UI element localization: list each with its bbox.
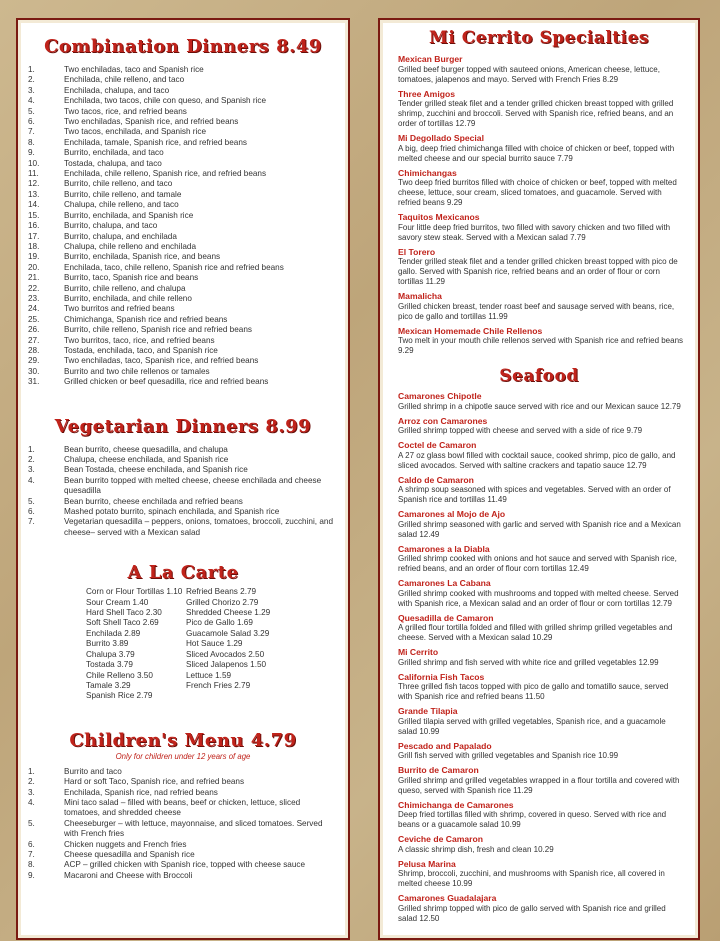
dish-description: A 27 oz glass bowl filled with cocktail sauce, cooked shrimp, pico de gallo, and sliced avocados. Served with saltine crackers and tapatio sauce 12.79 bbox=[398, 450, 676, 470]
item-description: Cheeseburger – with lettuce, mayonnaise, and sliced tomatoes. Served with French fries bbox=[64, 818, 323, 839]
a-la-carte-item: Grilled Chorizo 2.79 bbox=[186, 597, 259, 607]
a-la-carte-item: Sliced Avocados 2.50 bbox=[186, 649, 265, 659]
combination-item bbox=[18, 159, 348, 169]
item-description: Burrito and two chile rellenos or tamales bbox=[64, 366, 210, 376]
dish-description: A shrimp soup seasoned with spices and vegetables. Served with an order of Spanish rice and tortillas 11.49 bbox=[398, 485, 671, 504]
combination-item bbox=[18, 346, 348, 356]
combination-item bbox=[18, 65, 348, 75]
item-number: 16. bbox=[28, 221, 40, 231]
item-description: Chimichanga, Spanish rice and refried beans bbox=[64, 314, 228, 324]
item-description: Burrito, enchilada, and Spanish rice bbox=[64, 210, 194, 220]
dish-name: Camarones Chipotle bbox=[398, 391, 482, 401]
item-number: 28. bbox=[28, 345, 40, 355]
a-la-carte-item: Guacamole Salad 3.29 bbox=[186, 628, 270, 638]
item-number: 19. bbox=[28, 252, 40, 262]
dish-description: A big, deep fried chimichanga filled with choice of chicken or beef, topped with melted cheese and our special burrito sauce 7.79 bbox=[398, 143, 675, 163]
dish-description: Grilled shrimp topped with cheese and served with a side of rice 9.79 bbox=[398, 426, 643, 435]
item-number: 9. bbox=[28, 870, 35, 880]
combination-item bbox=[18, 75, 348, 85]
item-number: 22. bbox=[28, 283, 40, 293]
item-description: Burrito, chile relleno, Spanish rice and refried beans bbox=[64, 325, 252, 335]
combination-item bbox=[18, 148, 348, 158]
right-menu-panel bbox=[378, 18, 700, 940]
dish-name: California Fish Tacos bbox=[398, 671, 485, 682]
specialty-item bbox=[380, 247, 698, 288]
specialties-list bbox=[380, 54, 698, 356]
dish-description: Grilled shrimp and grilled vegetables wrapped in a flour tortilla and covered with queso, served with Spanish rice 11.29 bbox=[398, 775, 680, 795]
combination-item bbox=[18, 294, 348, 304]
seafood-item bbox=[380, 741, 698, 762]
dish-description: Grilled shrimp cooked with onions and hot sauce and served with Spanish rice, refried beans, and an order of flour corn tortillas 12.49 bbox=[398, 554, 677, 573]
a-la-carte-list bbox=[18, 587, 348, 701]
item-description: Two enchiladas, taco and Spanish rice bbox=[64, 65, 204, 74]
dish-name: Burrito de Camaron bbox=[398, 765, 479, 775]
dish-description: Tender grilled steak filet and a tender grilled chicken breast topped with pico de gallo. Served with Spanish rice, refried beans and an order of flour or corn tortillas 11.29 bbox=[398, 257, 678, 286]
specialty-item bbox=[380, 168, 698, 209]
childrens-item bbox=[18, 767, 348, 777]
item-description: Bean burrito topped with melted cheese, cheese enchilada and cheese quesadilla bbox=[64, 475, 322, 496]
seafood-item bbox=[380, 475, 698, 506]
combination-item bbox=[18, 367, 348, 377]
a-la-carte-item: Sour Cream 1.40 bbox=[86, 597, 149, 607]
a-la-carte-item: Lettuce 1.59 bbox=[186, 670, 232, 680]
a-la-carte-item: Chalupa 3.79 bbox=[86, 649, 135, 659]
item-number: 2. bbox=[28, 777, 35, 787]
item-number: 27. bbox=[28, 335, 40, 345]
vegetarian-item bbox=[18, 465, 348, 475]
item-number: 26. bbox=[28, 325, 40, 335]
combination-item bbox=[18, 232, 348, 242]
dish-name: Quesadilla de Camaron bbox=[398, 612, 494, 623]
item-number: 31. bbox=[28, 377, 40, 387]
combination-item bbox=[18, 284, 348, 294]
item-description: Burrito, chalupa, and enchilada bbox=[64, 231, 177, 241]
combination-item bbox=[18, 273, 348, 283]
a-la-carte-item: Hard Shell Taco 2.30 bbox=[86, 608, 162, 618]
dish-name: Coctel de Camaron bbox=[398, 440, 477, 450]
item-number: 15. bbox=[28, 210, 40, 220]
dish-description: Two deep fried burritos filled with choice of chicken or beef, topped with melted cheese, lettuce, sour cream, sliced tomatoes, and guacamole. Served with refried beans 9.29 bbox=[398, 178, 677, 207]
combination-item bbox=[18, 138, 348, 148]
a-la-carte-item: Spanish Rice 2.79 bbox=[86, 691, 153, 701]
item-description: Bean burrito, cheese quesadilla, and chalupa bbox=[64, 444, 228, 454]
a-la-carte-item: Refried Beans 2.79 bbox=[186, 587, 257, 597]
dish-name: El Torero bbox=[398, 246, 436, 257]
item-number: 6. bbox=[28, 117, 35, 127]
item-number: 7. bbox=[28, 127, 35, 137]
dish-name: Camarones La Cabana bbox=[398, 578, 491, 588]
childrens-item bbox=[18, 798, 348, 819]
item-description: Mini taco salad – filled with beans, beef or chicken, lettuce, sliced tomatoes, and shredded cheese bbox=[64, 797, 301, 818]
vegetarian-item bbox=[18, 517, 348, 538]
seafood-item bbox=[380, 578, 698, 609]
item-number: 29. bbox=[28, 356, 40, 366]
item-number: 20. bbox=[28, 262, 40, 272]
combination-item bbox=[18, 304, 348, 314]
item-number: 18. bbox=[28, 241, 40, 251]
vegetarian-item bbox=[18, 445, 348, 455]
seafood-title: Seafood bbox=[499, 366, 579, 386]
dish-description: A classic shrimp dish, fresh and clean 10.29 bbox=[398, 844, 554, 854]
item-number: 1. bbox=[28, 444, 35, 454]
combination-item bbox=[18, 377, 348, 387]
item-description: Chalupa, chile relleno and enchilada bbox=[64, 241, 197, 251]
item-description: Chalupa, chile relleno, and taco bbox=[64, 200, 179, 210]
item-number: 14. bbox=[28, 200, 40, 210]
combination-item bbox=[18, 127, 348, 137]
item-number: 5. bbox=[28, 818, 35, 828]
item-number: 1. bbox=[28, 65, 35, 74]
dish-name: Three Amigos bbox=[398, 88, 455, 99]
item-description: Burrito, chile relleno, and tamale bbox=[64, 189, 182, 199]
item-number: 25. bbox=[28, 314, 40, 324]
childrens-item bbox=[18, 777, 348, 787]
specialty-item bbox=[380, 291, 698, 322]
dish-description: Grilled shrimp in a chipotle sauce served with rice and our Mexican sauce 12.79 bbox=[398, 401, 681, 411]
combination-item bbox=[18, 315, 348, 325]
item-description: Hard or soft Taco, Spanish rice, and refried beans bbox=[64, 777, 245, 787]
dish-name: Caldo de Camaron bbox=[398, 474, 474, 485]
item-description: Tostada, chalupa, and taco bbox=[64, 158, 162, 168]
combination-dinners-list bbox=[18, 65, 348, 388]
item-number: 4. bbox=[28, 96, 35, 106]
a-la-carte-item: Chile Relleno 3.50 bbox=[86, 670, 153, 680]
a-la-carte-item: Enchilada 2.89 bbox=[86, 628, 141, 638]
item-number: 6. bbox=[28, 507, 35, 517]
dish-description: Grilled shrimp cooked with mushrooms and topped with melted cheese. Served with Spanish rice, a Mexican salad and an order of flour or corn tortillas 12.79 bbox=[398, 588, 679, 608]
vegetarian-dinners-title: Vegetarian Dinners 8.99 bbox=[54, 415, 312, 437]
item-description: Burrito, chalupa, and taco bbox=[64, 221, 158, 231]
item-description: ACP – grilled chicken with Spanish rice, topped with cheese sauce bbox=[64, 860, 306, 870]
vegetarian-item bbox=[18, 455, 348, 465]
dish-name: Mi Degollado Special bbox=[398, 133, 484, 143]
seafood-item bbox=[380, 800, 698, 831]
combination-item bbox=[18, 336, 348, 346]
item-description: Grilled chicken or beef quesadilla, rice and refried beans bbox=[64, 377, 269, 387]
item-description: Two burritos, taco, rice, and refried beans bbox=[64, 335, 215, 345]
combination-item bbox=[18, 221, 348, 231]
combination-item bbox=[18, 211, 348, 221]
a-la-carte-item: Tamale 3.29 bbox=[86, 680, 131, 690]
item-description: Enchilada, two tacos, chile con queso, and Spanish rice bbox=[64, 96, 267, 106]
dish-description: Grilled shrimp topped with pico de gallo served with Spanish rice and grilled salad 12.50 bbox=[398, 903, 666, 923]
dish-name: Mexican Burger bbox=[398, 54, 463, 64]
a-la-carte-item: Sliced Jalapenos 1.50 bbox=[186, 660, 267, 670]
item-description: Two tacos, enchilada, and Spanish rice bbox=[64, 127, 207, 137]
dish-description: Tender grilled steak filet and a tender grilled chicken breast topped with grilled shrimp, zucchini and broccoli. Served with Spanish rice, refried beans, and an order of tortillas 12.79 bbox=[398, 99, 674, 128]
item-number: 9. bbox=[28, 148, 35, 158]
item-description: Cheese quesadilla and Spanish rice bbox=[64, 849, 195, 859]
dish-description: Grilled beef burger topped with sauteed onions, American cheese, lettuce, tomatoes, jalapenos and mayo. Served with French Fries 8.29 bbox=[398, 64, 660, 84]
combination-item bbox=[18, 242, 348, 252]
specialty-item bbox=[380, 89, 698, 130]
a-la-carte-item: Corn or Flour Tortillas 1.10 bbox=[86, 587, 183, 597]
item-number: 7. bbox=[28, 517, 35, 527]
dish-name: Taquitos Mexicanos bbox=[398, 212, 480, 222]
a-la-carte-item: Tostada 3.79 bbox=[86, 660, 133, 670]
childrens-item bbox=[18, 840, 348, 850]
item-description: Enchilada, chile relleno, Spanish rice, and refried beans bbox=[64, 169, 267, 179]
seafood-item bbox=[380, 416, 698, 437]
item-description: Enchilada, tamale, Spanish rice, and refried beans bbox=[64, 137, 247, 147]
dish-name: Pescado and Papalado bbox=[398, 740, 492, 751]
childrens-menu-note: Only for children under 12 years of age bbox=[115, 751, 251, 761]
item-number: 8. bbox=[28, 137, 35, 147]
seafood-item bbox=[380, 859, 698, 890]
item-number: 3. bbox=[28, 85, 35, 95]
item-description: Burrito, enchilada, and chile relleno bbox=[64, 293, 192, 303]
seafood-list bbox=[380, 391, 698, 924]
seafood-item bbox=[380, 672, 698, 703]
item-number: 3. bbox=[28, 465, 35, 475]
item-number: 8. bbox=[28, 860, 35, 870]
seafood-item bbox=[380, 706, 698, 737]
vegetarian-item bbox=[18, 507, 348, 517]
item-number: 23. bbox=[28, 293, 40, 303]
dish-description: Grilled tilapia served with grilled vegetables, Spanish rice, and a guacamole salad 10.99 bbox=[398, 716, 666, 736]
combination-item bbox=[18, 200, 348, 210]
a-la-carte-item: Hot Sauce 1.29 bbox=[186, 639, 243, 649]
a-la-carte-column-2 bbox=[186, 587, 286, 701]
item-description: Two burritos and refried beans bbox=[64, 304, 175, 314]
dish-name: Mamalicha bbox=[398, 291, 442, 301]
item-description: Enchilada, Spanish rice, nad refried beans bbox=[64, 787, 218, 797]
a-la-carte-item: Pico de Gallo 1.69 bbox=[186, 618, 253, 628]
combination-item bbox=[18, 325, 348, 335]
combination-item bbox=[18, 107, 348, 117]
vegetarian-item bbox=[18, 476, 348, 497]
specialty-item bbox=[380, 326, 698, 357]
item-description: Burrito, taco, Spanish rice and beans bbox=[64, 273, 199, 283]
item-number: 3. bbox=[28, 787, 35, 797]
dish-description: Deep fried tortillas filled with shrimp, covered in queso. Served with rice and beans or a guacamole salad 10.99 bbox=[398, 810, 667, 829]
item-number: 2. bbox=[28, 455, 35, 464]
specialty-item bbox=[380, 212, 698, 243]
combination-item bbox=[18, 179, 348, 189]
a-la-carte-item: French Fries 2.79 bbox=[186, 680, 251, 690]
item-description: Chalupa, cheese enchilada, and Spanish rice bbox=[64, 455, 229, 464]
item-description: Burrito, chile relleno, and chalupa bbox=[64, 283, 186, 293]
seafood-item bbox=[380, 391, 698, 412]
specialty-item bbox=[380, 54, 698, 85]
left-menu-panel bbox=[16, 18, 350, 940]
dish-name: Chimichanga de Camarones bbox=[398, 799, 514, 810]
item-description: Two tacos, rice, and refried beans bbox=[64, 106, 187, 116]
dish-description: Four little deep fried burritos, two filled with savory chicken and two filled with savory stew steak. Served with a Mexican salad 7.79 bbox=[398, 222, 671, 242]
combination-item bbox=[18, 96, 348, 106]
item-description: Bean burrito, cheese enchilada and refried beans bbox=[64, 496, 243, 506]
a-la-carte-item: Burrito 3.89 bbox=[86, 639, 129, 649]
item-number: 5. bbox=[28, 496, 35, 506]
dish-name: Arroz con Camarones bbox=[398, 415, 488, 426]
combination-dinners-title: Combination Dinners 8.49 bbox=[44, 36, 322, 57]
seafood-item bbox=[380, 765, 698, 796]
item-description: Enchilada, chalupa, and taco bbox=[64, 85, 170, 95]
combination-item bbox=[18, 190, 348, 200]
item-description: Enchilada, taco, chile relleno, Spanish rice and refried beans bbox=[64, 262, 284, 272]
item-description: Burrito and taco bbox=[64, 766, 122, 776]
seafood-item bbox=[380, 647, 698, 668]
dish-name: Pelusa Marina bbox=[398, 858, 456, 869]
childrens-menu-title: Children's Menu 4.79 bbox=[69, 729, 297, 751]
dish-name: Chimichangas bbox=[398, 167, 457, 178]
seafood-item bbox=[380, 440, 698, 471]
combination-item bbox=[18, 263, 348, 273]
dish-name: Camarones Guadalajara bbox=[398, 893, 497, 903]
combination-item bbox=[18, 169, 348, 179]
combination-item bbox=[18, 117, 348, 127]
dish-name: Camarones a la Diabla bbox=[398, 543, 490, 554]
item-number: 6. bbox=[28, 839, 35, 849]
item-description: Chicken nuggets and French fries bbox=[64, 839, 187, 849]
dish-description: Two melt in your mouth chile rellenos served with Spanish rice and refried beans 9.29 bbox=[398, 336, 684, 355]
specialties-title: Mi Cerrito Specialties bbox=[429, 28, 649, 48]
item-number: 17. bbox=[28, 231, 40, 241]
specialty-item bbox=[380, 133, 698, 164]
vegetarian-item bbox=[18, 497, 348, 507]
item-number: 1. bbox=[28, 766, 35, 776]
childrens-item bbox=[18, 871, 348, 881]
childrens-item bbox=[18, 850, 348, 860]
combination-item bbox=[18, 356, 348, 366]
seafood-item bbox=[380, 893, 698, 924]
childrens-item bbox=[18, 788, 348, 798]
dish-name: Mexican Homemade Chile Rellenos bbox=[398, 325, 543, 336]
item-description: Burrito, chile relleno, and taco bbox=[64, 179, 173, 189]
item-description: Macaroni and Cheese with Broccoli bbox=[64, 870, 193, 880]
item-number: 5. bbox=[28, 106, 35, 116]
item-number: 4. bbox=[28, 475, 35, 485]
item-description: Two enchiladas, Spanish rice, and refried beans bbox=[64, 117, 239, 127]
dish-description: A grilled flour tortilla folded and filled with grilled shrimp grilled vegetables and cheese. Served with a Mexican salad 10.29 bbox=[398, 623, 673, 642]
combination-item bbox=[18, 252, 348, 262]
a-la-carte-item: Soft Shell Taco 2.69 bbox=[86, 618, 159, 628]
vegetarian-dinners-list bbox=[18, 445, 348, 539]
seafood-item bbox=[380, 613, 698, 644]
item-number: 30. bbox=[28, 366, 40, 376]
childrens-menu-list bbox=[18, 767, 348, 881]
childrens-item bbox=[18, 819, 348, 840]
dish-description: Grilled shrimp and fish served with white rice and grilled vegetables 12.99 bbox=[398, 657, 659, 667]
item-description: Burrito, enchilada, and taco bbox=[64, 148, 164, 158]
item-description: Two enchiladas, taco, Spanish rice, and refried beans bbox=[64, 356, 259, 366]
seafood-item bbox=[380, 544, 698, 575]
a-la-carte-column-1 bbox=[86, 587, 186, 701]
dish-description: Three grilled fish tacos topped with pico de gallo and tomatillo sauce, served with Spanish rice and refried beans 11.50 bbox=[398, 682, 669, 701]
childrens-item bbox=[18, 860, 348, 870]
item-description: Burrito, enchilada, Spanish rice, and beans bbox=[64, 252, 221, 262]
item-description: Tostada, enchilada, taco, and Spanish rice bbox=[64, 345, 218, 355]
item-number: 10. bbox=[28, 158, 40, 168]
dish-description: Shrimp, broccoli, zucchini, and mushrooms with Spanish rice, all covered in melted cheese 10.99 bbox=[398, 869, 665, 888]
dish-name: Mi Cerrito bbox=[398, 647, 439, 657]
item-number: 21. bbox=[28, 273, 40, 283]
item-description: Vegetarian quesadilla – peppers, onions, tomatoes, broccoli, zucchini, and cheese– served with a Mexican salad bbox=[64, 517, 333, 537]
seafood-item bbox=[380, 834, 698, 855]
dish-name: Grande Tilapia bbox=[398, 706, 458, 716]
item-description: Enchilada, chile relleno, and taco bbox=[64, 75, 185, 85]
combination-item bbox=[18, 86, 348, 96]
item-number: 11. bbox=[28, 169, 39, 179]
a-la-carte-item: Shredded Cheese 1.29 bbox=[186, 608, 271, 618]
a-la-carte-title: A La Carte bbox=[127, 562, 239, 584]
dish-name: Camarones al Mojo de Ajo bbox=[398, 509, 506, 519]
dish-name: Ceviche de Camaron bbox=[398, 834, 484, 844]
dish-description: Grilled chicken breast, tender roast beef and sausage served with beans, rice, pico de gallo and tortillas 11.99 bbox=[398, 301, 675, 321]
dish-description: Grill fish served with grilled vegetables and Spanish rice 10.99 bbox=[398, 751, 619, 760]
item-description: Bean Tostada, cheese enchilada, and Spanish rice bbox=[64, 465, 248, 475]
item-number: 24. bbox=[28, 304, 40, 314]
item-number: 12. bbox=[28, 179, 40, 189]
item-number: 7. bbox=[28, 849, 35, 859]
item-description: Mashed potato burrito, spinach enchilada, and Spanish rice bbox=[64, 507, 280, 517]
item-number: 4. bbox=[28, 797, 35, 807]
item-number: 13. bbox=[28, 189, 40, 199]
item-number: 2. bbox=[28, 75, 35, 85]
dish-description: Grilled shrimp seasoned with garlic and served with Spanish rice and a Mexican salad 12.49 bbox=[398, 519, 681, 539]
seafood-item bbox=[380, 509, 698, 540]
